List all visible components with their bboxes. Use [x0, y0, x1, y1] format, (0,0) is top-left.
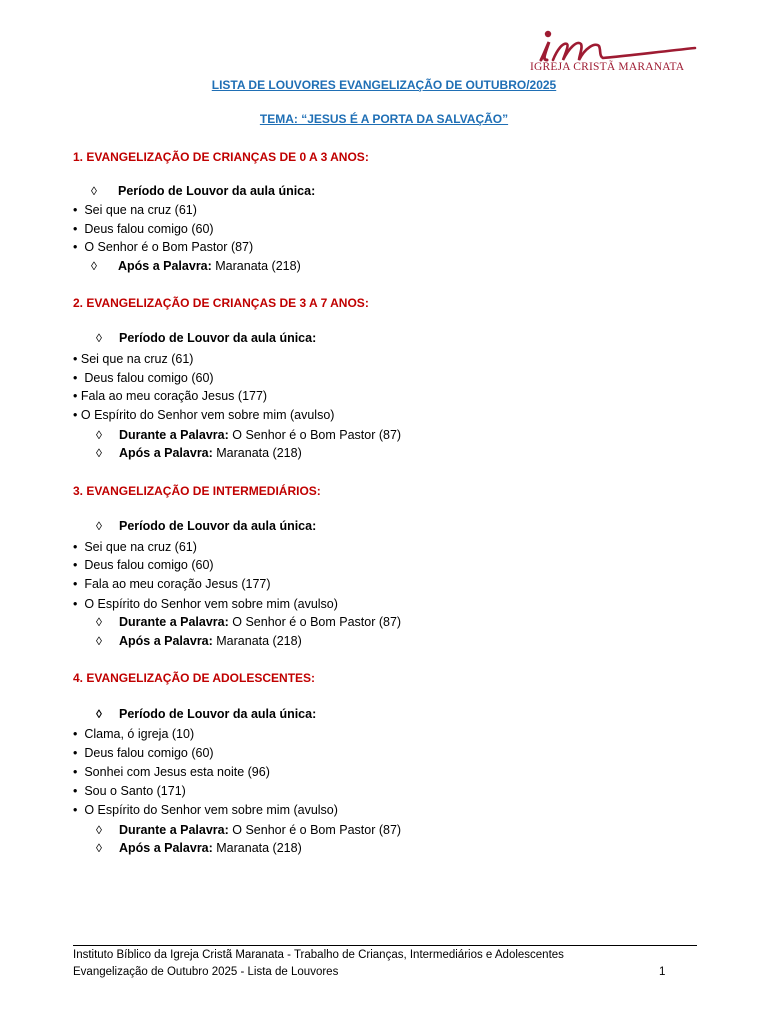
apos-palavra: Após a Palavra: Maranata (218)	[119, 446, 302, 460]
list-item: • Deus falou comigo (60)	[73, 558, 214, 572]
list-item: • Sou o Santo (171)	[73, 784, 186, 798]
diamond-icon: ◊	[96, 519, 102, 533]
list-item: • Deus falou comigo (60)	[73, 746, 214, 760]
diamond-icon: ◊	[96, 707, 102, 721]
bullet-icon: •	[73, 577, 78, 591]
diamond-icon: ◊	[96, 446, 102, 460]
list-item: • Deus falou comigo (60)	[73, 222, 214, 236]
diamond-icon: ◊	[96, 428, 102, 442]
document-theme[interactable]: TEMA: “JESUS É A PORTA DA SALVAÇÃO”	[259, 112, 509, 126]
bullet-icon: •	[73, 371, 78, 385]
bullet-icon: •	[73, 765, 78, 779]
diamond-icon: ◊	[96, 331, 102, 345]
louvor-label: Período de Louvor da aula única:	[118, 184, 316, 198]
apos-palavra: Após a Palavra: Maranata (218)	[119, 841, 302, 855]
bullet-icon: •	[73, 597, 78, 611]
bullet-icon: •	[73, 408, 78, 422]
diamond-icon: ◊	[96, 841, 102, 855]
diamond-icon: ◊	[96, 615, 102, 629]
louvor-label: Período de Louvor da aula única:	[119, 707, 317, 721]
list-item: • Fala ao meu coração Jesus (177)	[73, 389, 268, 403]
louvor-label: Período de Louvor da aula única:	[119, 519, 317, 533]
durante-palavra: Durante a Palavra: O Senhor é o Bom Pastor (87)	[119, 428, 402, 442]
bullet-icon: •	[73, 240, 78, 254]
section-heading: 4. EVANGELIZAÇÃO DE ADOLESCENTES:	[73, 671, 316, 685]
louvor-label: Período de Louvor da aula única:	[119, 331, 317, 345]
list-item: • Sei que na cruz (61)	[73, 352, 194, 366]
diamond-icon: ◊	[96, 823, 102, 837]
list-item: • O Espírito do Senhor vem sobre mim (avulso)	[73, 408, 335, 422]
list-item: • O Senhor é o Bom Pastor (87)	[73, 240, 254, 254]
apos-palavra: Após a Palavra: Maranata (218)	[119, 634, 302, 648]
bullet-icon: •	[73, 746, 78, 760]
diamond-icon: ◊	[96, 634, 102, 648]
bullet-icon: •	[73, 558, 78, 572]
list-item: • O Espírito do Senhor vem sobre mim (avulso)	[73, 803, 338, 817]
diamond-icon: ◊	[91, 259, 97, 273]
bullet-icon: •	[73, 540, 78, 554]
section-heading: 1. EVANGELIZAÇÃO DE CRIANÇAS DE 0 A 3 ANOS:	[73, 150, 369, 164]
list-item: • Fala ao meu coração Jesus (177)	[73, 577, 271, 591]
bullet-icon: •	[73, 784, 78, 798]
document-title[interactable]: LISTA DE LOUVORES EVANGELIZAÇÃO DE OUTUBRO/2025	[211, 78, 557, 92]
bullet-icon: •	[73, 222, 78, 236]
apos-palavra: Após a Palavra: Maranata (218)	[118, 259, 301, 273]
bullet-icon: •	[73, 352, 78, 366]
section-heading: 3. EVANGELIZAÇÃO DE INTERMEDIÁRIOS:	[73, 484, 321, 498]
footer-divider	[73, 945, 697, 946]
durante-palavra: Durante a Palavra: O Senhor é o Bom Pastor (87)	[119, 615, 402, 629]
list-item: • Clama, ó igreja (10)	[73, 727, 195, 741]
section-heading: 2. EVANGELIZAÇÃO DE CRIANÇAS DE 3 A 7 ANOS:	[73, 296, 369, 310]
list-item: • Deus falou comigo (60)	[73, 371, 214, 385]
bullet-icon: •	[73, 389, 78, 403]
bullet-icon: •	[73, 203, 78, 217]
diamond-icon: ◊	[91, 184, 97, 198]
bullet-icon: •	[73, 727, 78, 741]
footer-line-1: Instituto Bíblico da Igreja Cristã Maranata - Trabalho de Crianças, Intermediários e Adolescentes	[73, 949, 564, 961]
list-item: • Sei que na cruz (61)	[73, 203, 197, 217]
page-number: 1	[659, 966, 666, 978]
list-item: • O Espírito do Senhor vem sobre mim (avulso)	[73, 597, 338, 611]
footer-line-2: Evangelização de Outubro 2025 - Lista de Louvores	[73, 966, 339, 978]
bullet-icon: •	[73, 803, 78, 817]
list-item: • Sonhei com Jesus esta noite (96)	[73, 765, 270, 779]
durante-palavra: Durante a Palavra: O Senhor é o Bom Pastor (87)	[119, 823, 402, 837]
list-item: • Sei que na cruz (61)	[73, 540, 197, 554]
logo-text: IGREJA CRISTÃ MARANATA	[530, 61, 685, 73]
